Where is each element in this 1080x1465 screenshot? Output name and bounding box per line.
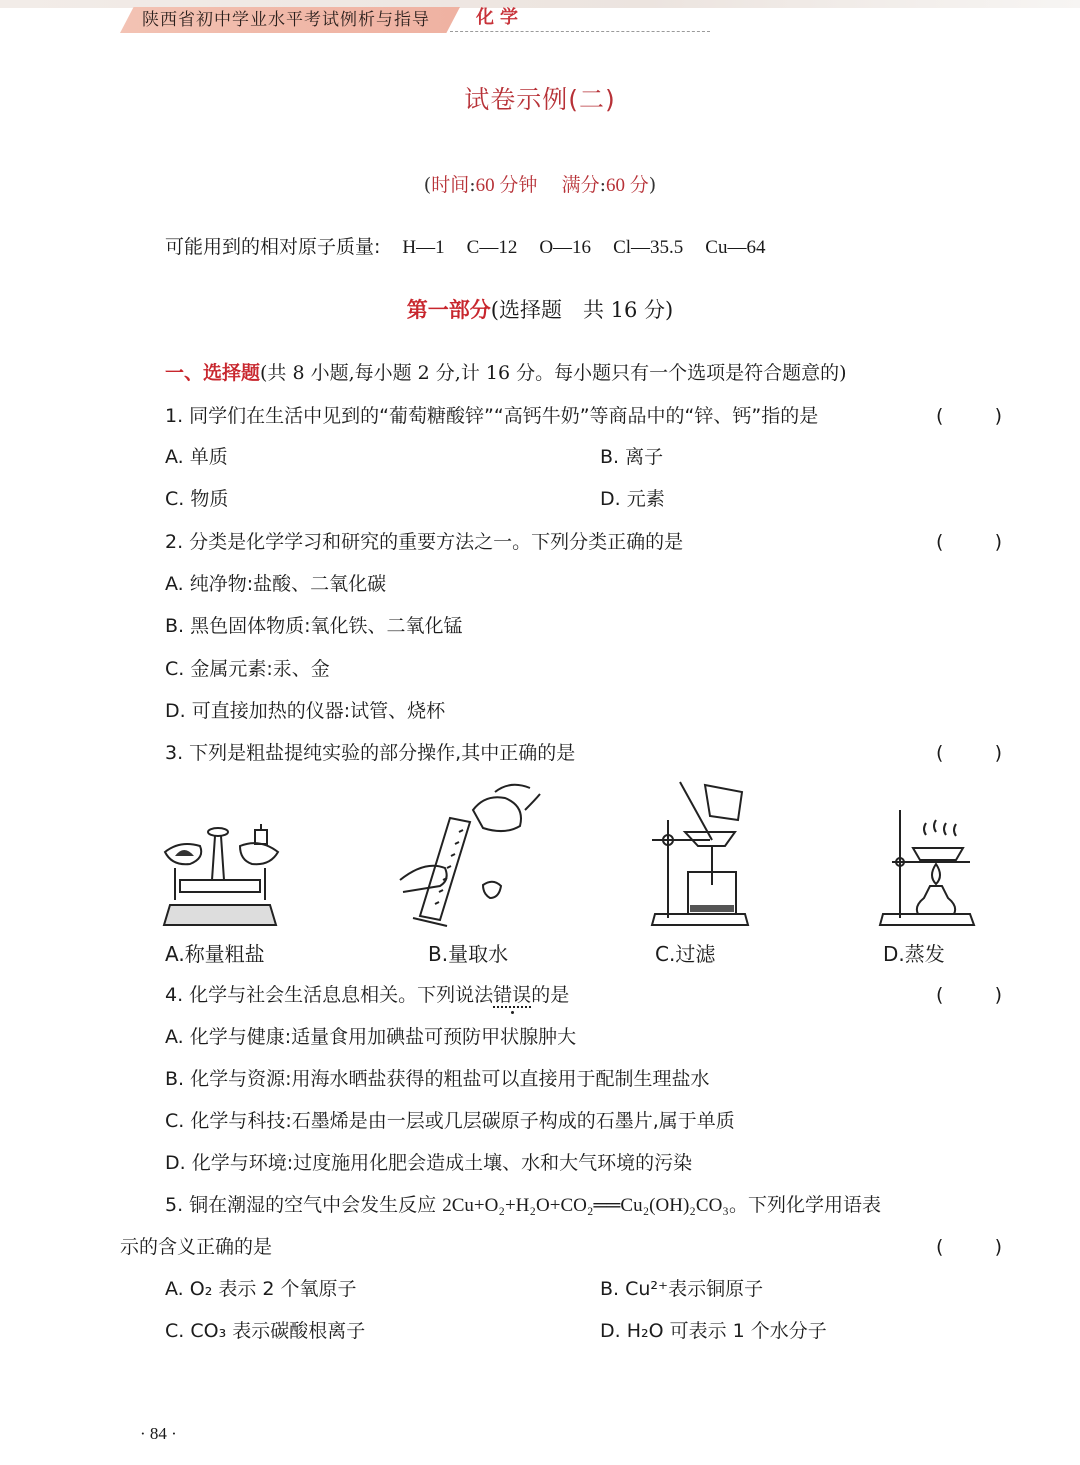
q4-option-a: A. 化学与健康:适量食用加碘盐可预防甲状腺肿大 [165,1026,577,1048]
part-title: 第一部分 [406,298,491,322]
question-1-stem: 1. 同学们在生活中见到的“葡萄糖酸锌”“高钙牛奶”等商品中的“锌、钙”指的是 [165,405,819,427]
score-value: 60 分 [606,175,649,196]
q5-option-a: A. O₂ 表示 2 个氧原子 [165,1278,357,1300]
q4-option-d: D. 化学与环境:过度施用化肥会造成土壤、水和大气环境的污染 [165,1152,693,1174]
atomic-mass: Cl—35.5 [613,237,684,258]
q2-option-c: C. 金属元素:汞、金 [165,658,330,680]
q1-option-c: C. 物质 [165,488,229,510]
atomic-mass: O—16 [539,237,592,258]
question-2-stem: 2. 分类是化学学习和研究的重要方法之一。下列分类正确的是 [165,531,684,553]
q4-option-b: B. 化学与资源:用海水晒盐获得的粗盐可以直接用于配制生理盐水 [165,1068,710,1090]
q5-option-b: B. Cu²⁺表示铜原子 [600,1278,764,1300]
emphasis-word: 错误 [493,984,532,1006]
filtration-apparatus-icon [650,780,770,930]
header-divider [450,31,710,32]
header-band [0,0,1080,8]
answer-blank-3[interactable]: ( ) [936,742,1002,764]
q4-option-c: C. 化学与科技:石墨烯是由一层或几层碳原子构成的石墨片,属于单质 [165,1110,735,1132]
atomic-masses-label: 可能用到的相对原子质量: [165,236,381,258]
paper-title: 试卷示例(二) [464,85,616,114]
q2-option-b: B. 黑色固体物质:氧化铁、二氧化锰 [165,615,463,637]
figure-d-label: D.蒸发 [883,942,945,966]
q1-option-b: B. 离子 [600,446,664,468]
atomic-mass: C—12 [466,237,518,258]
q2-option-d: D. 可直接加热的仪器:试管、烧杯 [165,700,446,722]
subject-label: 化学 [476,7,524,28]
question-5-stem: 5. 铜在潮湿的空气中会发生反应 2Cu+O₂+H₂O+CO₂══Cu₂(OH)₂CO₃。下列化学用语表 [165,1194,881,1216]
q2-option-a: A. 纯净物:盐酸、二氧化碳 [165,573,387,595]
answer-blank-4[interactable]: ( ) [936,984,1002,1006]
score-label: 满分 [561,174,600,196]
time-label: 时间 [431,174,470,196]
question-3-stem: 3. 下列是粗盐提纯实验的部分操作,其中正确的是 [165,742,576,764]
question-5-stem-line2: 示的含义正确的是 [120,1236,273,1258]
answer-blank-1[interactable]: ( ) [936,405,1002,427]
part-subtitle: (选择题 共 16 分) [490,298,674,322]
q1-option-a: A. 单质 [165,446,228,468]
page-number: · 84 · [140,1424,177,1443]
q5-option-c: C. CO₃ 表示碳酸根离子 [165,1320,366,1342]
section-note: (共 8 小题,每小题 2 分,计 16 分。每小题只有一个选项是符合题意的) [260,362,847,384]
time-value: 60 分钟 [475,175,538,196]
atomic-mass: Cu—64 [705,237,766,258]
atomic-masses [165,232,765,259]
section-heading [165,358,847,385]
atomic-mass: H—1 [402,237,445,258]
question-4-stem: 4. 化学与社会生活息息相关。下列说法错误的是 [165,984,570,1006]
answer-blank-5[interactable]: ( ) [936,1236,1002,1258]
graduated-cylinder-icon [395,780,545,930]
figure-b-label: B.量取水 [428,942,509,966]
section-title: 一、选择题 [165,362,261,384]
q5-option-d: D. H₂O 可表示 1 个水分子 [600,1320,827,1342]
book-title: 陕西省初中学业水平考试例析与指导 [142,10,430,30]
exam-meta: (时间:60 分钟 满分:60 分) [423,174,657,196]
evaporation-apparatus-icon [878,780,978,930]
q1-option-d: D. 元素 [600,488,665,510]
chemical-equation: 2Cu+O₂+H₂O+CO₂══Cu₂(OH)₂CO₃ [442,1195,729,1216]
part-heading [0,294,1080,324]
answer-blank-2[interactable]: ( ) [936,531,1002,553]
figure-c-label: C.过滤 [655,942,716,966]
balance-scale-icon [160,780,300,930]
figure-a-label: A.称量粗盐 [165,942,265,966]
